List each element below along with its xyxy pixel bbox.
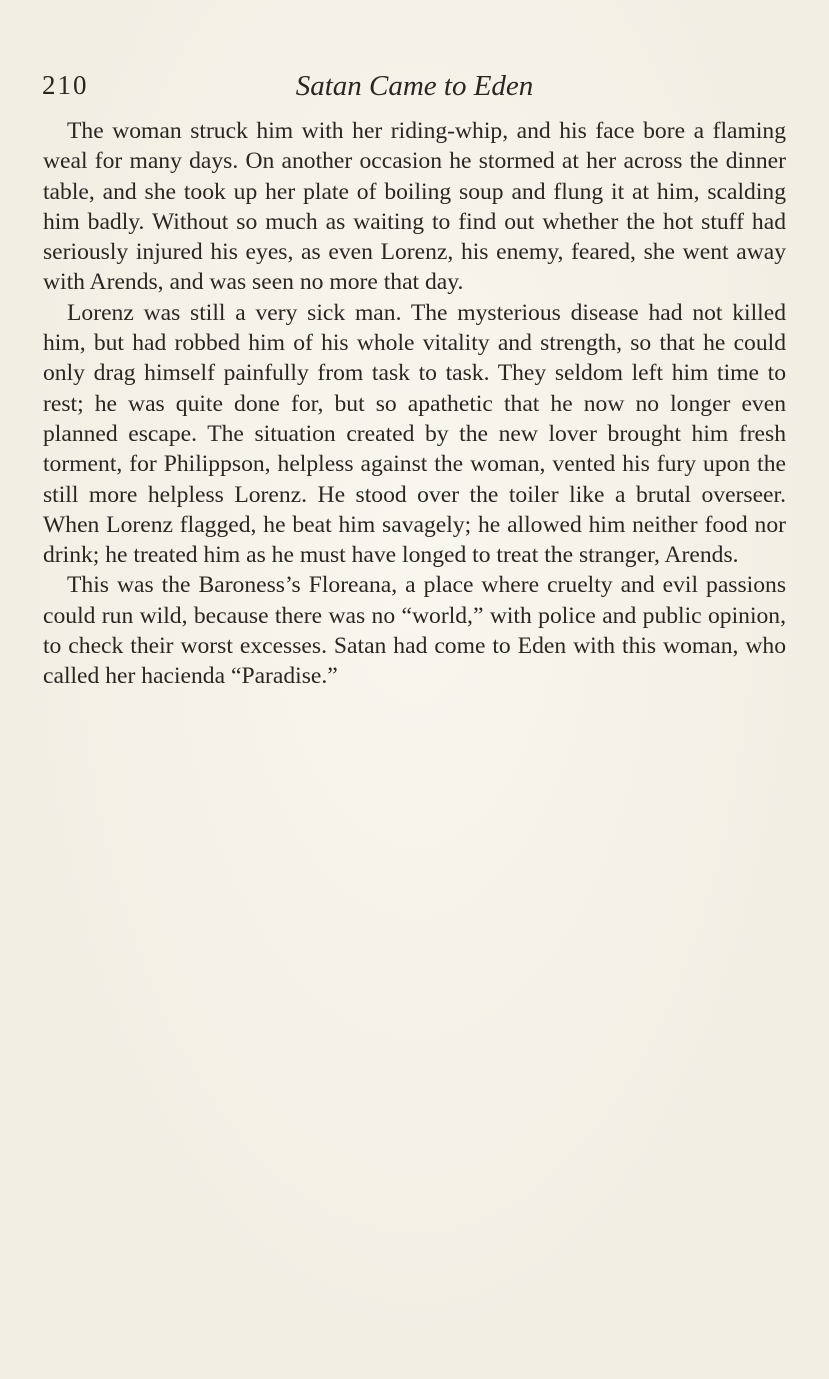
paragraph: This was the Baroness’s Floreana, a place where cruelty and evil passions could run wild, because there was no “world,” with police and public opinion, to check their worst excesses. Satan had come to Eden with this woman, who called her hacienda “Paradise.” [43,572,786,690]
paragraph: Lorenz was still a very sick man. The mysterious disease had not killed him, but had robbed him of his whole vitality and strength, so that he could only drag himself painfully from task to task. They seldom left him time to rest; he was quite done for, but so apathetic that he now no longer even planned escape. The situation created by the new lover brought him fresh torment, for Philippson, helpless against the woman, vented his fury upon the still more helpless Lorenz. He stood over the toiler like a brutal overseer. When Lorenz flagged, he beat him savagely; he allowed him neither food nor drink; he treated him as he must have longed to treat the stranger, Arends. [43,299,786,569]
paragraph: The woman struck him with her riding-whip, and his face bore a flaming weal for many days. On another occasion he stormed at her across the dinner table, and she took up her plate of boiling soup and flung it at him, scalding him badly. Without so much as waiting to find out whether the hot stuff had seriously injured his eyes, as even Lorenz, his enemy, feared, she went away with Arends, and was seen no more that day. [43,118,786,296]
page-number: 210 [42,70,89,100]
body-text [43,116,786,692]
running-title: Satan Came to Eden [295,70,534,102]
page-header [42,70,787,110]
